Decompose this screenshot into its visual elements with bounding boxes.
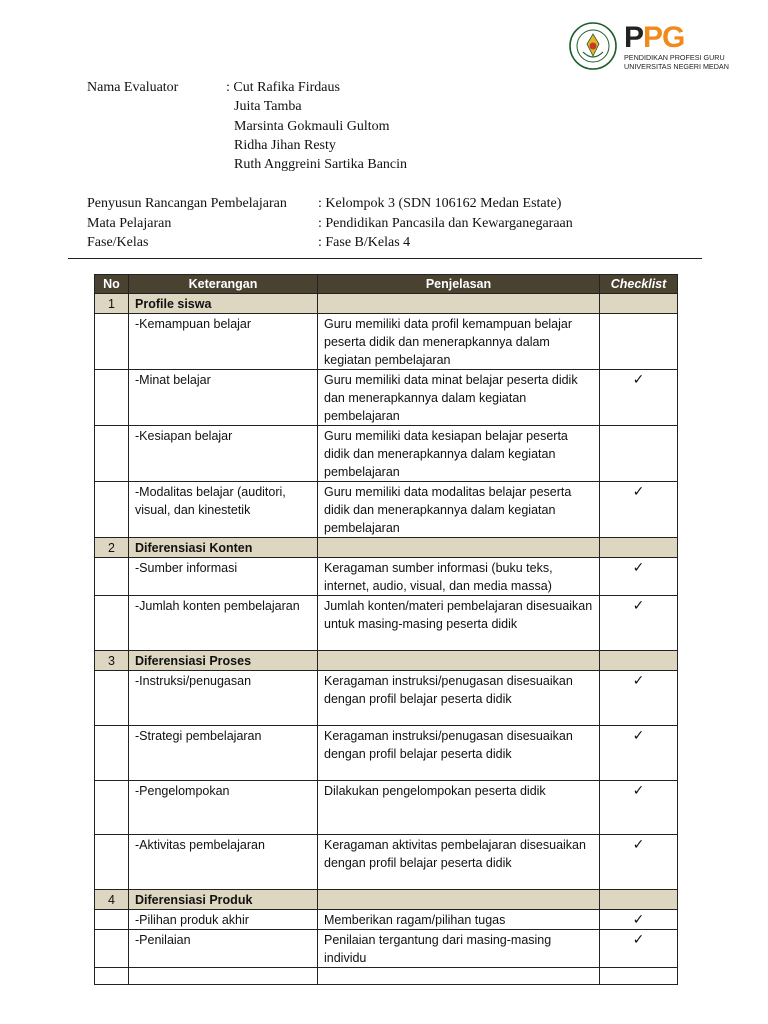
row-penjelasan: Guru memiliki data minat belajar peserta didik dan menerapkannya dalam kegiatan pembelajaran <box>318 370 600 426</box>
row-penjelasan: Guru memiliki data profil kemampuan belajar peserta didik dan menerapkannya dalam kegiatan pembelajaran <box>318 314 600 370</box>
section-title: Profile siswa <box>129 294 318 314</box>
ppg-logo-mark: PPG <box>624 21 685 54</box>
checklist-cell: ✓ <box>600 370 678 426</box>
evaluation-table <box>94 274 678 985</box>
section-row <box>95 651 678 671</box>
ppg-logo-line-1: PENDIDIKAN PROFESI GURU <box>624 53 725 62</box>
row-penjelasan: Guru memiliki data modalitas belajar peserta didik dan menerapkannya dalam kegiatan pembelajaran <box>318 482 600 538</box>
row-keterangan: -Kemampuan belajar <box>129 314 318 370</box>
checklist-cell: ✓ <box>600 482 678 538</box>
table-row <box>95 835 678 890</box>
evaluator-name: Marsinta Gokmauli Gultom <box>234 118 390 134</box>
header-keterangan: Keterangan <box>129 275 318 294</box>
horizontal-rule <box>68 258 702 259</box>
section-title: Diferensiasi Produk <box>129 890 318 910</box>
ppg-logo-subtitle <box>624 54 734 71</box>
row-keterangan: -Strategi pembelajaran <box>129 726 318 781</box>
meta-value: : Pendidikan Pancasila dan Kewarganegaraan <box>318 216 573 231</box>
evaluator-name: Ridha Jihan Resty <box>234 137 336 153</box>
table-row <box>95 482 678 538</box>
section-title: Diferensiasi Proses <box>129 651 318 671</box>
evaluator-name: : Cut Rafika Firdaus <box>226 80 340 95</box>
row-keterangan: -Sumber informasi <box>129 558 318 596</box>
ppg-logo-line-2: UNIVERSITAS NEGERI MEDAN <box>624 61 729 71</box>
table-row <box>95 671 678 726</box>
table-header-row <box>95 275 678 294</box>
row-penjelasan: Guru memiliki data kesiapan belajar peserta didik dan menerapkannya dalam kegiatan pembelajaran <box>318 426 600 482</box>
checklist-cell: ✓ <box>600 726 678 781</box>
row-keterangan: -Modalitas belajar (auditori, visual, dan kinestetik <box>129 482 318 538</box>
section-row <box>95 890 678 910</box>
section-number: 1 <box>95 294 129 314</box>
checklist-cell <box>600 314 678 370</box>
section-title: Diferensiasi Konten <box>129 538 318 558</box>
row-keterangan: -Jumlah konten pembelajaran <box>129 596 318 651</box>
table-row <box>95 910 678 930</box>
meta-label: Penyusun Rancangan Pembelajaran <box>87 196 287 211</box>
evaluator-names <box>226 78 407 174</box>
row-penjelasan: Penilaian tergantung dari masing-masing individu <box>318 930 600 968</box>
checklist-cell: ✓ <box>600 596 678 651</box>
table-row-empty <box>95 968 678 985</box>
table-row <box>95 558 678 596</box>
header-checklist: Checklist <box>600 275 678 294</box>
row-penjelasan: Keragaman instruksi/penugasan disesuaikan dengan profil belajar peserta didik <box>318 726 600 781</box>
row-penjelasan: Memberikan ragam/pilihan tugas <box>318 910 600 930</box>
table-row <box>95 726 678 781</box>
row-keterangan: -Pengelompokan <box>129 781 318 835</box>
row-penjelasan: Dilakukan pengelompokan peserta didik <box>318 781 600 835</box>
row-keterangan: -Minat belajar <box>129 370 318 426</box>
section-number: 4 <box>95 890 129 910</box>
row-keterangan: -Aktivitas pembelajaran <box>129 835 318 890</box>
row-penjelasan: Keragaman instruksi/penugasan disesuaikan dengan profil belajar peserta didik <box>318 671 600 726</box>
table-row <box>95 314 678 370</box>
row-penjelasan: Keragaman sumber informasi (buku teks, internet, audio, visual, dan media massa) <box>318 558 600 596</box>
section-number: 3 <box>95 651 129 671</box>
section-row <box>95 538 678 558</box>
meta-value: : Fase B/Kelas 4 <box>318 235 411 250</box>
row-keterangan: -Pilihan produk akhir <box>129 910 318 930</box>
evaluator-label: Nama Evaluator <box>87 80 179 95</box>
university-seal-logo <box>569 22 617 70</box>
table-row <box>95 930 678 968</box>
header-penjelasan: Penjelasan <box>318 275 600 294</box>
row-penjelasan: Jumlah konten/materi pembelajaran disesuaikan untuk masing-masing peserta didik <box>318 596 600 651</box>
meta-label: Mata Pelajaran <box>87 216 172 231</box>
checklist-cell: ✓ <box>600 781 678 835</box>
ppg-logo <box>624 22 730 72</box>
row-keterangan: -Penilaian <box>129 930 318 968</box>
checklist-cell: ✓ <box>600 558 678 596</box>
table-row <box>95 426 678 482</box>
meta-label: Fase/Kelas <box>87 235 149 250</box>
checklist-cell: ✓ <box>600 930 678 968</box>
checklist-cell: ✓ <box>600 910 678 930</box>
row-penjelasan: Keragaman aktivitas pembelajaran disesuaikan dengan profil belajar peserta didik <box>318 835 600 890</box>
evaluator-name: Juita Tamba <box>234 99 302 115</box>
checklist-cell: ✓ <box>600 835 678 890</box>
section-number: 2 <box>95 538 129 558</box>
section-row <box>95 294 678 314</box>
table-row <box>95 370 678 426</box>
checklist-cell: ✓ <box>600 671 678 726</box>
table-row <box>95 781 678 835</box>
header-no: No <box>95 275 129 294</box>
evaluator-name: Ruth Anggreini Sartika Bancin <box>234 157 408 173</box>
meta-value: : Kelompok 3 (SDN 106162 Medan Estate) <box>318 196 562 211</box>
row-keterangan: -Kesiapan belajar <box>129 426 318 482</box>
checklist-cell <box>600 426 678 482</box>
row-keterangan: -Instruksi/penugasan <box>129 671 318 726</box>
table-row <box>95 596 678 651</box>
